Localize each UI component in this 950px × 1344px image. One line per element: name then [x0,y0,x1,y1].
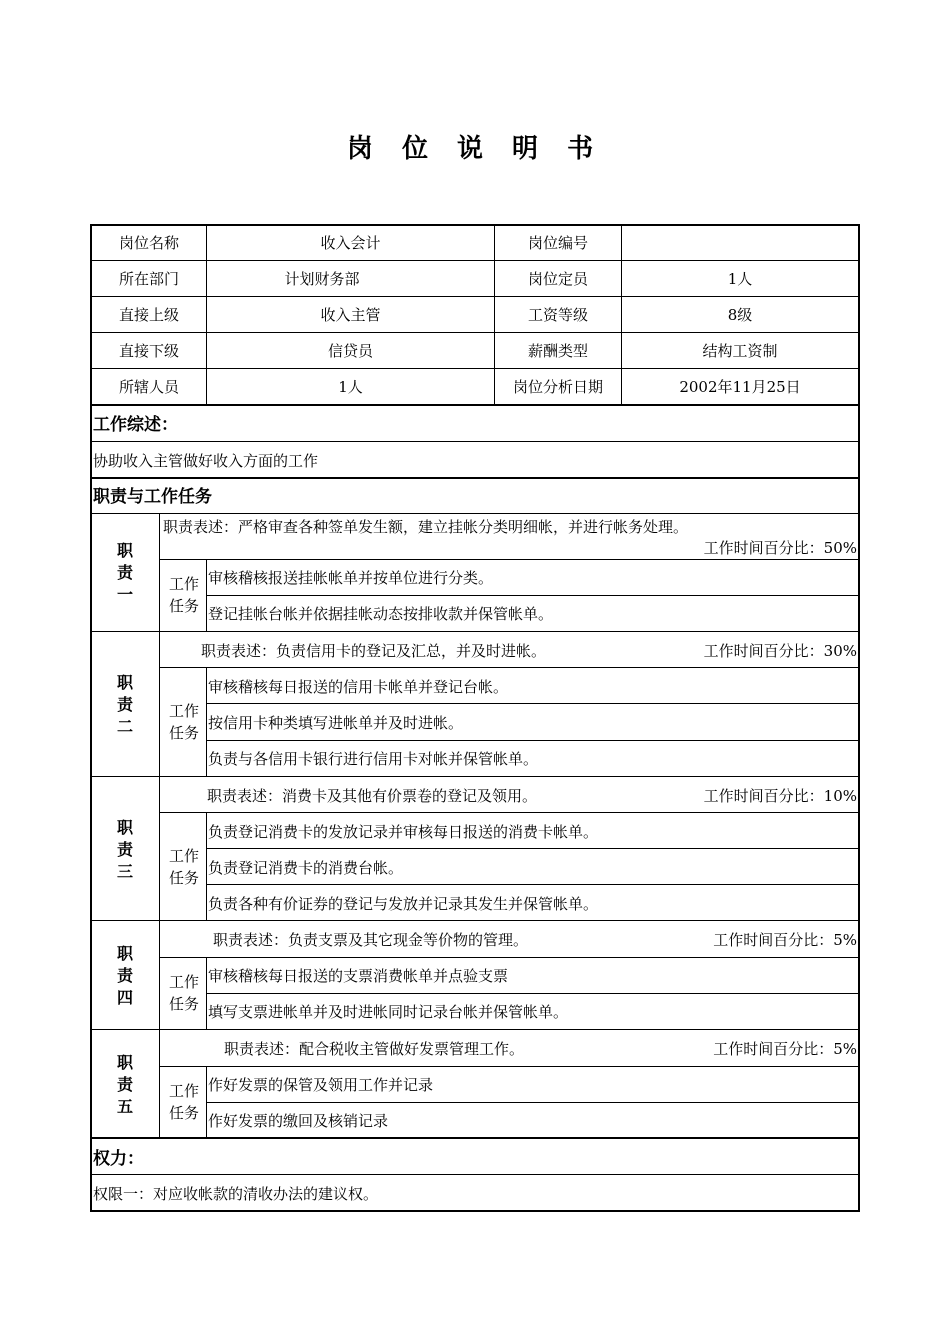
duty-4-description: 职责表述：负责支票及其它现金等价物的管理。 [213,931,529,949]
summary-heading: 工作综述： [93,415,178,435]
duty-5-percent: 工作时间百分比：5% [713,1040,857,1058]
duty-2-task-3: 负责与各信用卡银行进行信用卡对帐并保管帐单。 [208,750,539,768]
page-title: 岗 位 说 明 书 [346,134,604,164]
position-code-label: 岗位编号 [527,234,588,252]
duty-3-tasks-label: 工作 任务 [168,847,199,887]
duty-3-task-2: 负责登记消费卡的消费台帐。 [208,859,404,877]
staff-label: 所辖人员 [118,378,179,396]
headcount-value: 1人 [727,270,753,288]
position-name-label: 岗位名称 [118,234,179,252]
analysis-date-label: 岗位分析日期 [512,378,603,396]
pay-type-value: 结构工资制 [702,342,778,360]
duty-2-label: 职 责 二 [116,673,133,736]
duty-3-percent: 工作时间百分比：10% [703,787,857,805]
duty-3-task-3: 负责各种有价证券的登记与发放并记录其发生并保管帐单。 [208,895,599,913]
duty-5-description: 职责表述：配合税收主管做好发票管理工作。 [224,1040,525,1058]
duty-5-tasks-label: 工作 任务 [168,1082,199,1122]
superior-label: 直接上级 [118,306,179,324]
department-label: 所在部门 [118,270,179,288]
superior-value: 收入主管 [320,306,381,324]
duty-2-description: 职责表述：负责信用卡的登记及汇总，并及时进帐。 [201,642,547,660]
duty-1-label: 职 责 一 [116,541,133,604]
analysis-date-value: 2002年11月25日 [679,378,801,396]
duty-2-percent: 工作时间百分比：30% [703,642,857,660]
duty-1-tasks-label: 工作 任务 [168,575,199,615]
duty-3-label: 职 责 三 [116,818,133,881]
department-value: 计划财务部 [284,270,360,288]
duty-2-task-1: 审核稽核每日报送的信用卡帐单并登记台帐。 [208,678,509,696]
authority-heading: 权力： [93,1149,144,1169]
pay-type-label: 薪酬类型 [527,342,588,360]
duty-5-task-1: 作好发票的保管及领用工作并记录 [208,1076,434,1094]
duty-3-description: 职责表述：消费卡及其他有价票卷的登记及领用。 [207,787,538,805]
duty-4-percent: 工作时间百分比：5% [713,931,857,949]
duty-1-description: 职责表述：严格审查各种签单发生额，建立挂帐分类明细帐，并进行帐务处理。 [163,518,689,536]
duty-4-task-2: 填写支票进帐单并及时进帐同时记录台帐并保管帐单。 [208,1003,569,1021]
headcount-label: 岗位定员 [527,270,588,288]
subordinate-value: 信贷员 [327,342,373,360]
duty-5-task-2: 作好发票的缴回及核销记录 [208,1112,389,1130]
summary-text: 协助收入主管做好收入方面的工作 [93,452,319,470]
duty-4-label: 职 责 四 [116,944,133,1007]
duty-1-task-2: 登记挂帐台帐并依据挂帐动态按排收款并保管帐单。 [208,605,554,623]
salary-grade-value: 8级 [727,306,753,324]
salary-grade-label: 工资等级 [527,306,588,324]
duty-3-task-1: 负责登记消费卡的发放记录并审核每日报送的消费卡帐单。 [208,823,599,841]
duty-5-label: 职 责 五 [116,1053,133,1116]
duty-4-tasks-label: 工作 任务 [168,973,199,1013]
duty-4-task-1: 审核稽核每日报送的支票消费帐单并点验支票 [208,967,509,985]
authority-item-1: 权限一：对应收帐款的清收办法的建议权。 [93,1185,379,1203]
staff-value: 1人 [338,378,363,396]
position-name-value: 收入会计 [320,234,381,252]
subordinate-label: 直接下级 [118,342,179,360]
duties-heading: 职责与工作任务 [93,487,212,507]
duty-2-tasks-label: 工作 任务 [168,702,199,742]
duty-1-task-1: 审核稽核报送挂帐帐单并按单位进行分类。 [208,569,494,587]
duty-2-task-2: 按信用卡种类填写进帐单并及时进帐。 [208,714,464,732]
duty-1-percent: 工作时间百分比：50% [703,539,857,557]
